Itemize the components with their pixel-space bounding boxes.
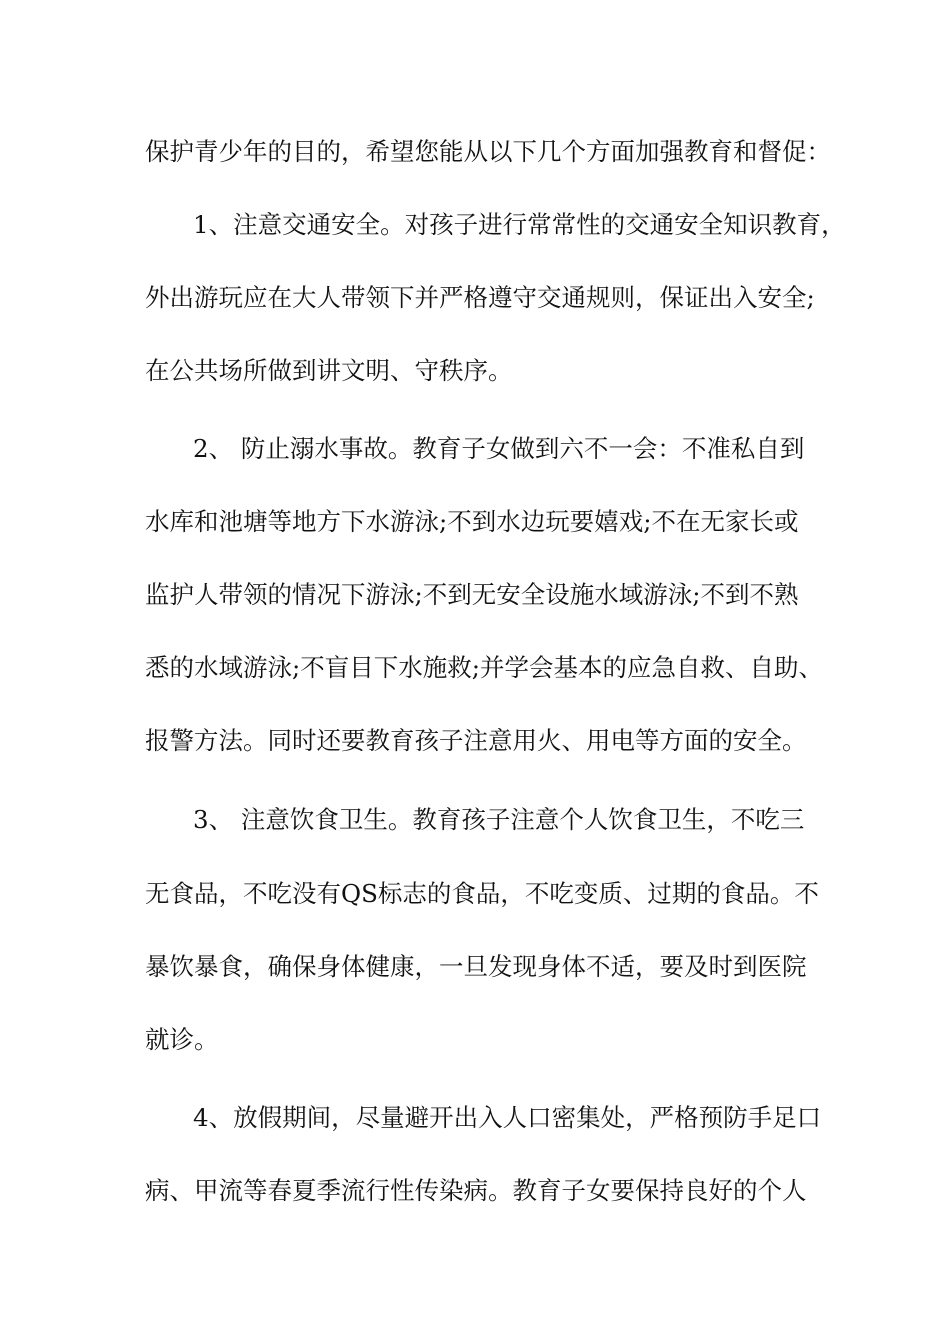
text-line: 就诊。: [145, 1025, 219, 1054]
text-line: 监护人带领的情况下游泳;不到无安全设施水域游泳;不到不熟: [145, 580, 799, 609]
text-line: 4、放假期间，尽量避开出入人口密集处，严格预防手足口: [193, 1103, 822, 1132]
text-line: 在公共场所做到讲文明、守秩序。: [145, 356, 513, 385]
text-line: 报警方法。同时还要教育孩子注意用火、用电等方面的安全。: [145, 726, 807, 755]
text-line: 病、甲流等春夏季流行性传染病。教育子女要保持良好的个人: [145, 1176, 807, 1205]
text-line: 无食品，不吃没有QS标志的食品，不吃变质、过期的食品。不: [145, 879, 819, 908]
text-line: 3、 注意饮食卫生。教育孩子注意个人饮食卫生，不吃三: [193, 805, 805, 834]
text-line: 2、 防止溺水事故。教育子女做到六不一会：不准私自到: [193, 434, 805, 463]
text-line: 外出游玩应在大人带领下并严格遵守交通规则，保证出入安全;: [145, 283, 815, 312]
text-line: 水库和池塘等地方下水游泳;不到水边玩要嬉戏;不在无家长或: [145, 507, 799, 536]
text-line: 悉的水域游泳;不盲目下水施救;并学会基本的应急自救、自助、: [145, 653, 824, 682]
text-line: 暴饮暴食，确保身体健康，一旦发现身体不适，要及时到医院: [145, 952, 807, 981]
text-line: 保护青少年的目的，希望您能从以下几个方面加强教育和督促：: [145, 137, 831, 166]
text-line: 1、注意交通安全。对孩子进行常常性的交通安全知识教育，: [193, 210, 846, 239]
